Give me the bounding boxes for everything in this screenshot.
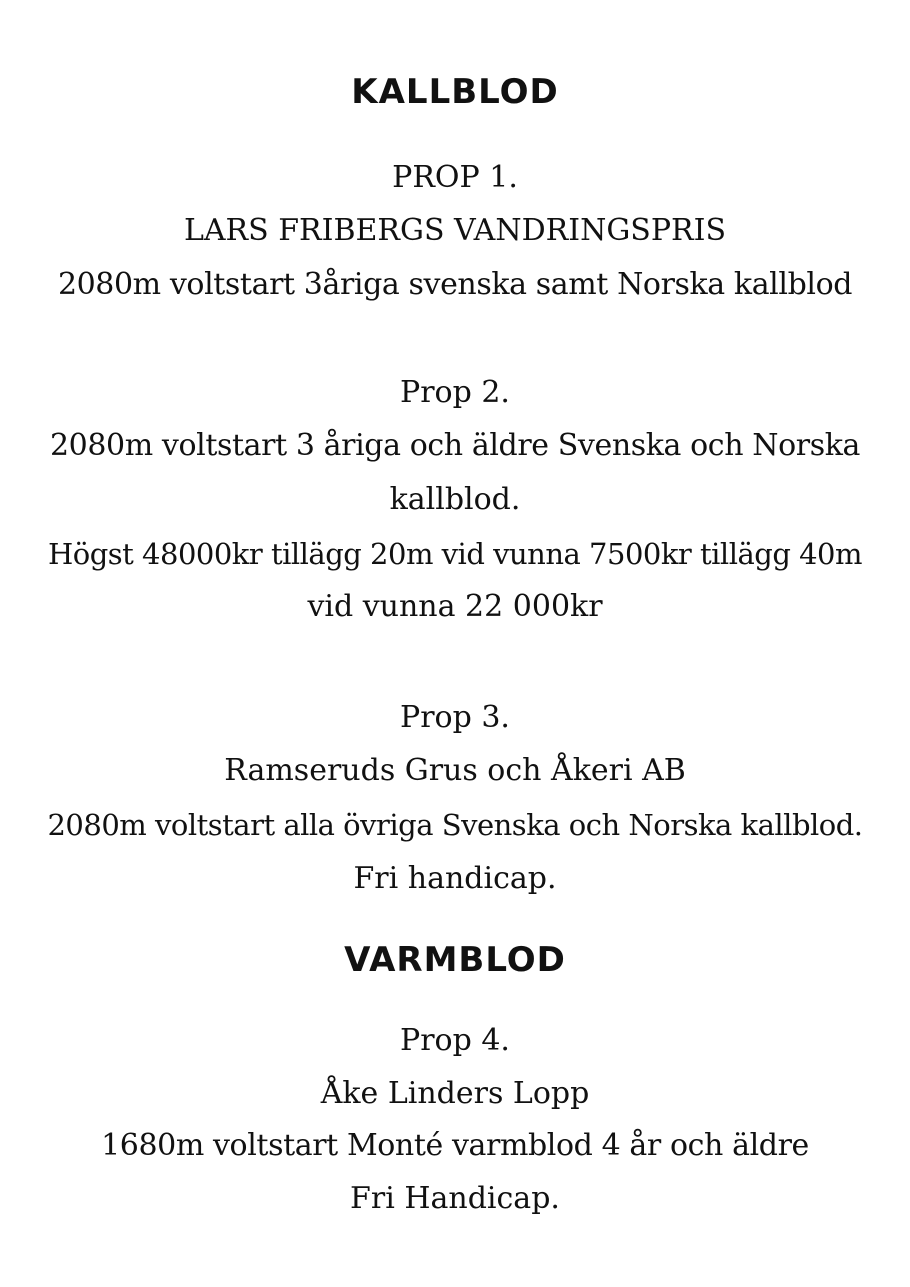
varmblod-heading: VARMBLOD bbox=[344, 940, 566, 980]
prop-1-description: 2080m voltstart 3åriga svenska samt Norska kallblod bbox=[57, 267, 853, 302]
prop-2-description-line-3: Högst 48000kr tillägg 20m vid vunna 7500kr tillägg 40m bbox=[47, 537, 863, 571]
prop-4-description: 1680m voltstart Monté varmblod 4 år och äldre bbox=[101, 1128, 809, 1163]
prop-2-description-line-1: 2080m voltstart 3 åriga och äldre Svenska och Norska bbox=[50, 428, 860, 463]
prop-3-description: 2080m voltstart alla övriga Svenska och Norska kallblod. bbox=[47, 808, 863, 842]
prop-4-note: Fri Handicap. bbox=[350, 1181, 560, 1216]
prop-1-title: PROP 1. bbox=[392, 160, 518, 195]
prop-3-name: Ramseruds Grus och Åkeri AB bbox=[224, 753, 686, 788]
prop-4-name: Åke Linders Lopp bbox=[320, 1076, 590, 1111]
prop-1-name: LARS FRIBERGS VANDRINGSPRIS bbox=[183, 213, 727, 248]
prop-3-note: Fri handicap. bbox=[353, 861, 557, 896]
prop-2-title: Prop 2. bbox=[400, 375, 510, 410]
prop-2-description-line-4: vid vunna 22 000kr bbox=[307, 589, 603, 624]
prop-2-description-line-2: kallblod. bbox=[389, 482, 521, 517]
prop-4-title: Prop 4. bbox=[400, 1023, 510, 1058]
prop-3-title: Prop 3. bbox=[400, 700, 510, 735]
kallblod-heading: KALLBLOD bbox=[351, 72, 559, 112]
